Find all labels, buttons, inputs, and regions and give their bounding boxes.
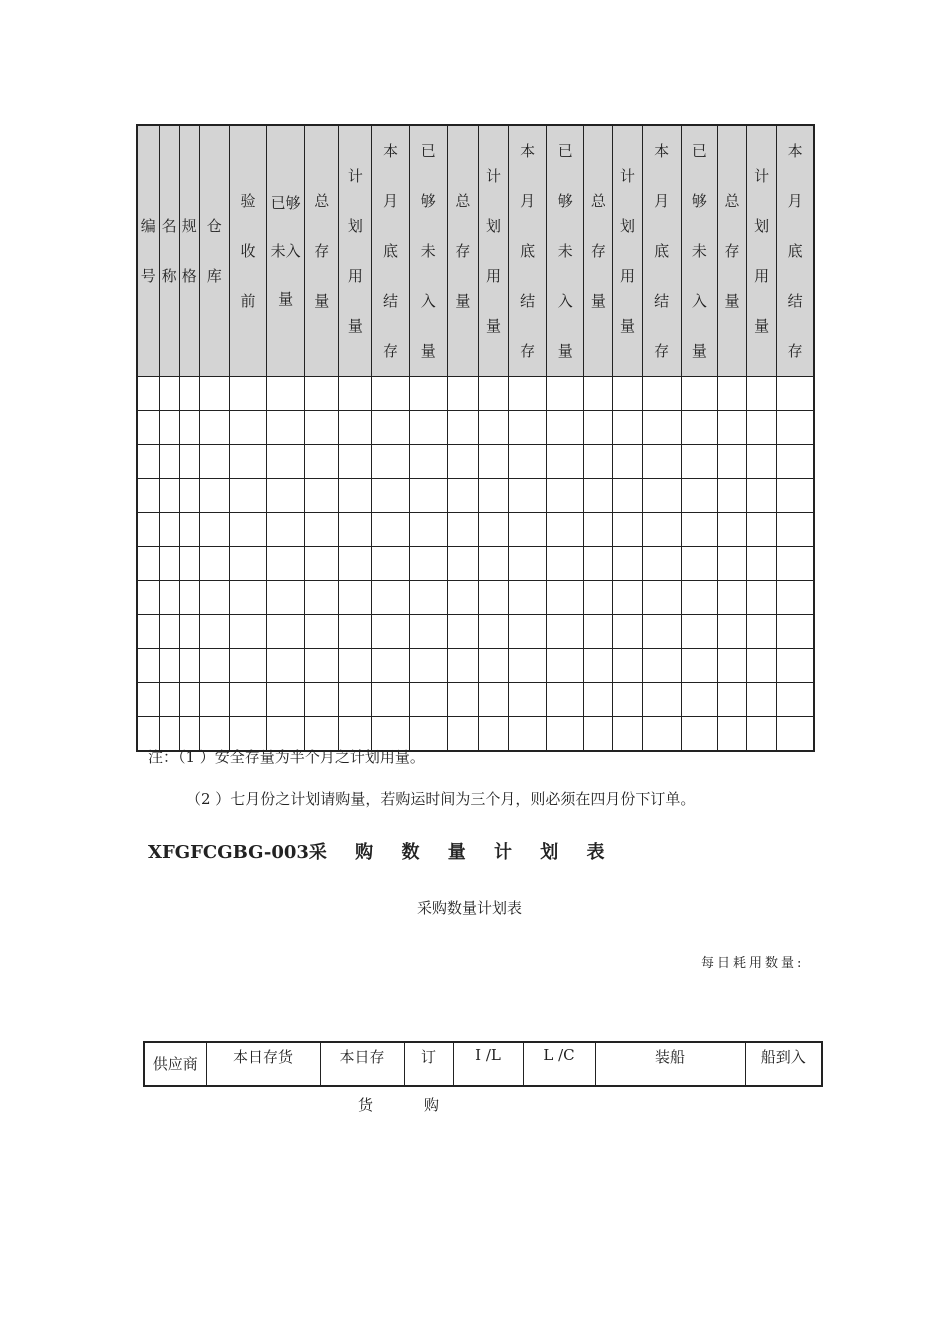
empty-cell xyxy=(478,615,508,649)
empty-cell xyxy=(613,445,642,479)
header-overflow-text: 购 xyxy=(424,1096,440,1114)
empty-cell xyxy=(179,411,199,445)
empty-cell xyxy=(229,513,266,547)
empty-cell xyxy=(267,411,305,445)
empty-cell xyxy=(159,683,179,717)
empty-cell xyxy=(642,649,681,683)
empty-cell xyxy=(642,547,681,581)
empty-cell xyxy=(409,445,447,479)
header-cell: 本日存 xyxy=(320,1042,404,1086)
empty-cell xyxy=(584,615,613,649)
empty-cell xyxy=(179,513,199,547)
empty-cell xyxy=(229,615,266,649)
header-cell: 计划用量 xyxy=(339,125,372,377)
empty-cell xyxy=(547,717,584,752)
table-row xyxy=(137,513,814,547)
empty-cell xyxy=(777,445,814,479)
empty-cell xyxy=(509,615,547,649)
header-cell: 验收前 xyxy=(229,125,266,377)
empty-cell xyxy=(584,411,613,445)
empty-cell xyxy=(199,479,229,513)
empty-cell xyxy=(584,513,613,547)
empty-cell xyxy=(137,445,159,479)
empty-cell xyxy=(339,377,372,411)
empty-cell xyxy=(339,547,372,581)
empty-cell xyxy=(547,615,584,649)
empty-cell xyxy=(267,377,305,411)
empty-cell xyxy=(777,547,814,581)
empty-cell xyxy=(717,581,746,615)
empty-cell xyxy=(509,717,547,752)
note-2: （2 ）七月份之计划请购量，若购运时间为三个月，则必须在四月份下订单。 xyxy=(186,790,696,808)
table-row xyxy=(137,683,814,717)
empty-cell xyxy=(717,411,746,445)
empty-cell xyxy=(179,683,199,717)
empty-cell xyxy=(717,377,746,411)
empty-cell xyxy=(747,649,777,683)
empty-cell xyxy=(642,581,681,615)
empty-cell xyxy=(509,411,547,445)
empty-cell xyxy=(267,445,305,479)
empty-cell xyxy=(305,411,339,445)
empty-cell xyxy=(179,615,199,649)
empty-cell xyxy=(584,377,613,411)
empty-cell xyxy=(478,683,508,717)
empty-cell xyxy=(681,615,717,649)
empty-cell xyxy=(777,581,814,615)
empty-cell xyxy=(509,445,547,479)
empty-cell xyxy=(159,615,179,649)
empty-cell xyxy=(547,547,584,581)
empty-cell xyxy=(547,377,584,411)
empty-cell xyxy=(747,717,777,752)
empty-cell xyxy=(372,615,409,649)
empty-cell xyxy=(409,377,447,411)
header-cell: 计划用量 xyxy=(613,125,642,377)
header-cell: 总存量 xyxy=(584,125,613,377)
empty-cell xyxy=(137,615,159,649)
empty-cell xyxy=(409,411,447,445)
empty-cell xyxy=(372,445,409,479)
empty-cell xyxy=(159,377,179,411)
empty-cell xyxy=(229,479,266,513)
empty-cell xyxy=(447,649,478,683)
header-overflow-text: 货 xyxy=(358,1096,374,1114)
empty-cell xyxy=(547,513,584,547)
empty-cell xyxy=(305,479,339,513)
empty-cell xyxy=(584,445,613,479)
empty-cell xyxy=(159,445,179,479)
empty-cell xyxy=(747,581,777,615)
empty-cell xyxy=(547,479,584,513)
empty-cell xyxy=(613,513,642,547)
empty-cell xyxy=(681,683,717,717)
empty-cell xyxy=(447,615,478,649)
empty-cell xyxy=(681,445,717,479)
empty-cell xyxy=(409,683,447,717)
empty-cell xyxy=(613,581,642,615)
empty-cell xyxy=(747,547,777,581)
empty-cell xyxy=(305,547,339,581)
empty-cell xyxy=(267,683,305,717)
empty-cell xyxy=(339,479,372,513)
empty-cell xyxy=(747,683,777,717)
empty-cell xyxy=(372,649,409,683)
empty-cell xyxy=(372,683,409,717)
table-row xyxy=(137,547,814,581)
header-cell: 仓库 xyxy=(199,125,229,377)
empty-cell xyxy=(613,547,642,581)
header-cell: 计划用量 xyxy=(478,125,508,377)
empty-cell xyxy=(339,649,372,683)
empty-cell xyxy=(409,581,447,615)
empty-cell xyxy=(447,377,478,411)
empty-cell xyxy=(777,479,814,513)
empty-cell xyxy=(409,479,447,513)
empty-cell xyxy=(747,411,777,445)
empty-cell xyxy=(681,513,717,547)
empty-cell xyxy=(199,411,229,445)
empty-cell xyxy=(447,445,478,479)
empty-cell xyxy=(747,513,777,547)
empty-cell xyxy=(409,547,447,581)
table-row xyxy=(137,479,814,513)
empty-cell xyxy=(717,445,746,479)
empty-cell xyxy=(613,683,642,717)
empty-cell xyxy=(137,649,159,683)
empty-cell xyxy=(509,547,547,581)
form-code: XFGFCGBG-003 xyxy=(148,842,309,863)
empty-cell xyxy=(547,445,584,479)
empty-cell xyxy=(305,683,339,717)
empty-cell xyxy=(229,547,266,581)
empty-cell xyxy=(199,547,229,581)
empty-cell xyxy=(267,513,305,547)
empty-cell xyxy=(137,547,159,581)
empty-cell xyxy=(747,445,777,479)
header-cell: 已够未入量 xyxy=(681,125,717,377)
empty-cell xyxy=(717,649,746,683)
header-cell: 装船 xyxy=(595,1042,745,1086)
empty-cell xyxy=(717,615,746,649)
empty-cell xyxy=(199,377,229,411)
empty-cell xyxy=(777,683,814,717)
empty-cell xyxy=(305,513,339,547)
empty-cell xyxy=(447,411,478,445)
empty-cell xyxy=(642,717,681,752)
empty-cell xyxy=(179,649,199,683)
empty-cell xyxy=(137,683,159,717)
header-cell: 订 xyxy=(404,1042,453,1086)
empty-cell xyxy=(339,411,372,445)
table-row xyxy=(137,615,814,649)
empty-cell xyxy=(137,479,159,513)
empty-cell xyxy=(681,717,717,752)
empty-cell xyxy=(179,581,199,615)
header-row xyxy=(144,1042,822,1086)
empty-cell xyxy=(681,411,717,445)
empty-cell xyxy=(584,547,613,581)
empty-cell xyxy=(267,649,305,683)
empty-cell xyxy=(447,717,478,752)
empty-cell xyxy=(509,513,547,547)
empty-cell xyxy=(199,615,229,649)
empty-cell xyxy=(681,479,717,513)
empty-cell xyxy=(179,479,199,513)
empty-cell xyxy=(159,649,179,683)
empty-cell xyxy=(447,513,478,547)
empty-cell xyxy=(747,615,777,649)
empty-cell xyxy=(642,479,681,513)
empty-cell xyxy=(777,649,814,683)
empty-cell xyxy=(747,479,777,513)
section-heading xyxy=(148,838,616,864)
empty-cell xyxy=(478,547,508,581)
table-row xyxy=(137,581,814,615)
empty-cell xyxy=(777,377,814,411)
header-cell: 计划用量 xyxy=(747,125,777,377)
empty-cell xyxy=(478,411,508,445)
empty-cell xyxy=(409,615,447,649)
purchase-plan-table xyxy=(143,1041,823,1087)
empty-cell xyxy=(478,649,508,683)
header-cell: 本日存货 xyxy=(206,1042,320,1086)
empty-cell xyxy=(229,411,266,445)
header-cell: 本月底结存 xyxy=(372,125,409,377)
empty-cell xyxy=(267,547,305,581)
empty-cell xyxy=(642,377,681,411)
empty-cell xyxy=(339,683,372,717)
empty-cell xyxy=(339,615,372,649)
empty-cell xyxy=(547,649,584,683)
note-1: 注：（1 ）安全存量为半个月之计划用量。 xyxy=(148,748,425,766)
header-cell: I /L xyxy=(453,1042,523,1086)
empty-cell xyxy=(584,649,613,683)
empty-cell xyxy=(339,581,372,615)
empty-cell xyxy=(478,377,508,411)
header-cell: 本月底结存 xyxy=(642,125,681,377)
header-cell: 规格 xyxy=(179,125,199,377)
empty-cell xyxy=(137,581,159,615)
header-cell: 已够未入量 xyxy=(267,125,305,377)
empty-cell xyxy=(681,581,717,615)
empty-cell xyxy=(372,411,409,445)
header-cell: 本月底结存 xyxy=(777,125,814,377)
empty-cell xyxy=(339,445,372,479)
empty-cell xyxy=(372,547,409,581)
form-title: 采 购 数 量 计 划 表 xyxy=(308,842,616,863)
inventory-plan-table xyxy=(136,124,815,752)
empty-cell xyxy=(478,581,508,615)
empty-cell xyxy=(159,479,179,513)
empty-cell xyxy=(199,513,229,547)
empty-cell xyxy=(372,513,409,547)
empty-cell xyxy=(747,377,777,411)
empty-cell xyxy=(179,445,199,479)
empty-cell xyxy=(137,411,159,445)
header-cell: 总存量 xyxy=(305,125,339,377)
empty-cell xyxy=(642,615,681,649)
empty-cell xyxy=(777,411,814,445)
empty-cell xyxy=(199,581,229,615)
empty-cell xyxy=(199,649,229,683)
empty-cell xyxy=(777,615,814,649)
empty-cell xyxy=(267,615,305,649)
empty-cell xyxy=(717,479,746,513)
empty-cell xyxy=(642,445,681,479)
empty-cell xyxy=(584,683,613,717)
empty-cell xyxy=(478,717,508,752)
empty-cell xyxy=(717,717,746,752)
header-cell: 编号 xyxy=(137,125,159,377)
empty-cell xyxy=(509,581,547,615)
empty-cell xyxy=(717,513,746,547)
empty-cell xyxy=(372,479,409,513)
empty-cell xyxy=(777,717,814,752)
empty-cell xyxy=(447,479,478,513)
table-row xyxy=(137,649,814,683)
daily-usage-label: 每日耗用数量: xyxy=(701,956,805,971)
empty-cell xyxy=(547,683,584,717)
empty-cell xyxy=(305,649,339,683)
empty-cell xyxy=(229,445,266,479)
empty-cell xyxy=(613,649,642,683)
empty-cell xyxy=(199,445,229,479)
empty-cell xyxy=(137,377,159,411)
empty-cell xyxy=(613,479,642,513)
header-cell: 供应商 xyxy=(144,1042,206,1086)
empty-cell xyxy=(584,717,613,752)
empty-cell xyxy=(137,513,159,547)
empty-cell xyxy=(613,377,642,411)
empty-cell xyxy=(305,581,339,615)
empty-cell xyxy=(547,411,584,445)
header-cell: 总存量 xyxy=(447,125,478,377)
empty-cell xyxy=(179,377,199,411)
empty-cell xyxy=(305,615,339,649)
empty-cell xyxy=(447,547,478,581)
empty-cell xyxy=(199,683,229,717)
empty-cell xyxy=(159,411,179,445)
empty-cell xyxy=(229,377,266,411)
empty-cell xyxy=(372,377,409,411)
empty-cell xyxy=(267,581,305,615)
header-cell: 船到入 xyxy=(745,1042,822,1086)
empty-cell xyxy=(478,445,508,479)
empty-cell xyxy=(159,581,179,615)
empty-cell xyxy=(642,411,681,445)
empty-cell xyxy=(613,615,642,649)
empty-cell xyxy=(613,411,642,445)
empty-cell xyxy=(339,513,372,547)
empty-cell xyxy=(584,479,613,513)
table-row xyxy=(137,411,814,445)
empty-cell xyxy=(681,377,717,411)
empty-cell xyxy=(447,683,478,717)
empty-cell xyxy=(372,581,409,615)
header-cell: 已够未入量 xyxy=(547,125,584,377)
empty-cell xyxy=(509,683,547,717)
empty-cell xyxy=(179,547,199,581)
header-cell: 名称 xyxy=(159,125,179,377)
header-cell: 总存量 xyxy=(717,125,746,377)
empty-cell xyxy=(613,717,642,752)
empty-cell xyxy=(305,445,339,479)
empty-cell xyxy=(267,479,305,513)
empty-cell xyxy=(584,581,613,615)
empty-cell xyxy=(478,513,508,547)
empty-cell xyxy=(229,581,266,615)
empty-cell xyxy=(681,547,717,581)
empty-cell xyxy=(717,683,746,717)
empty-cell xyxy=(478,479,508,513)
empty-cell xyxy=(447,581,478,615)
empty-cell xyxy=(305,377,339,411)
empty-cell xyxy=(717,547,746,581)
empty-cell xyxy=(509,649,547,683)
empty-cell xyxy=(159,547,179,581)
empty-cell xyxy=(409,513,447,547)
header-row xyxy=(137,125,814,377)
table-row xyxy=(137,377,814,411)
table-row xyxy=(137,445,814,479)
empty-cell xyxy=(229,649,266,683)
table-subtitle: 采购数量计划表 xyxy=(417,899,523,917)
empty-cell xyxy=(509,479,547,513)
empty-cell xyxy=(642,513,681,547)
header-cell: 本月底结存 xyxy=(509,125,547,377)
empty-cell xyxy=(409,649,447,683)
empty-cell xyxy=(547,581,584,615)
empty-cell xyxy=(777,513,814,547)
empty-cell xyxy=(681,649,717,683)
header-cell: 已够未入量 xyxy=(409,125,447,377)
empty-cell xyxy=(229,683,266,717)
empty-cell xyxy=(509,377,547,411)
empty-cell xyxy=(159,513,179,547)
empty-cell xyxy=(642,683,681,717)
header-cell: L /C xyxy=(523,1042,595,1086)
